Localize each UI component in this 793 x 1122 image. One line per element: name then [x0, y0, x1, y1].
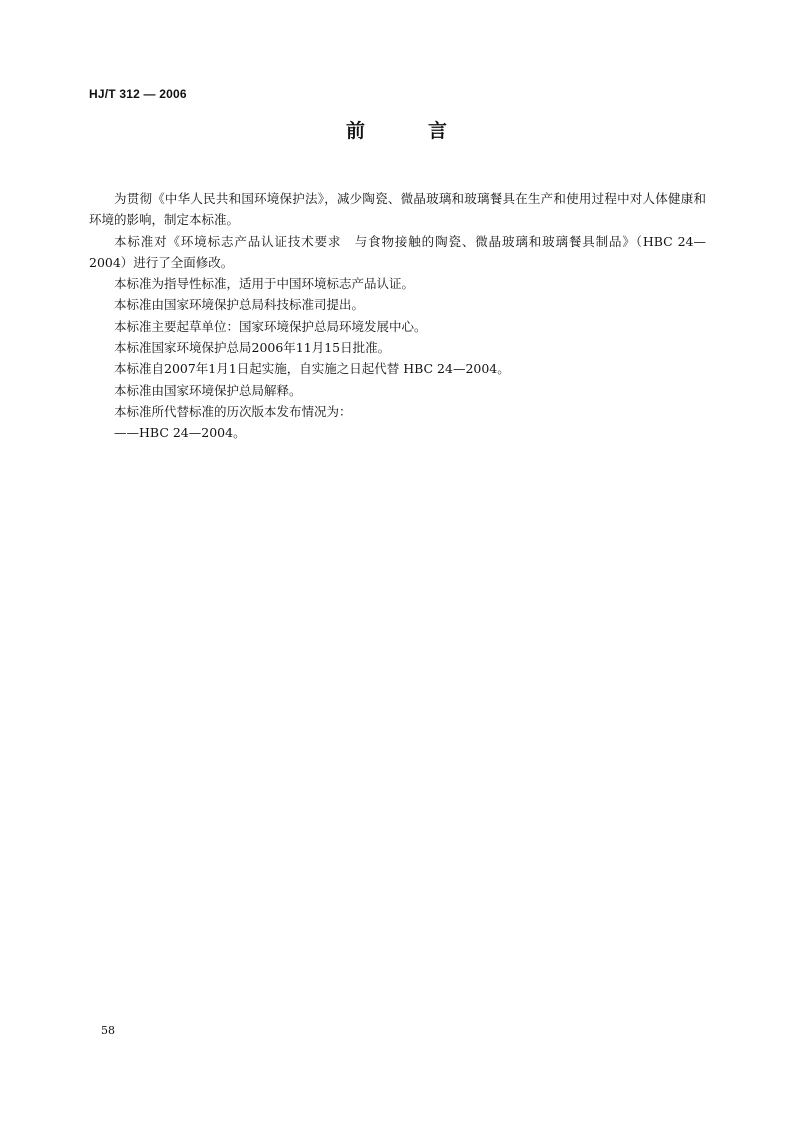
- paragraph-history-intro: 本标准所代替标准的历次版本发布情况为：: [114, 403, 352, 419]
- paragraph-scope: 本标准为指导性标准，适用于中国环境标志产品认证。: [114, 276, 415, 292]
- paragraph-purpose: 为贯彻《中华人民共和国环境保护法》，减少陶瓷、微晶玻璃和玻璃餐具在生产和使用过程中对人体健康和环境的影响，制定本标准。: [89, 191, 706, 228]
- paragraph-approval: 本标准国家环境保护总局2006年11月15日批准。: [114, 340, 391, 356]
- page-title: 前 言: [345, 120, 469, 142]
- paragraph-interpretation: 本标准由国家环境保护总局解释。: [114, 382, 302, 398]
- foreword-body: [89, 188, 706, 444]
- paragraph-drafter: 本标准主要起草单位：国家环境保护总局环境发展中心。: [114, 318, 427, 334]
- paragraph-history-item: ——HBC 24—2004。: [114, 425, 246, 441]
- paragraph-proposer: 本标准由国家环境保护总局科技标准司提出。: [114, 297, 365, 313]
- standard-code: HJ/T 312 — 2006: [89, 87, 187, 101]
- paragraph-revision: 本标准对《环境标志产品认证技术要求 与食物接触的陶瓷、微晶玻璃和玻璃餐具制品》（HBC 24—2004）进行了全面修改。: [89, 233, 706, 270]
- page-number: 58: [101, 1024, 115, 1037]
- paragraph-effective-date: 本标准自2007年1月1日起实施，自实施之日起代替 HBC 24—2004。: [114, 361, 510, 377]
